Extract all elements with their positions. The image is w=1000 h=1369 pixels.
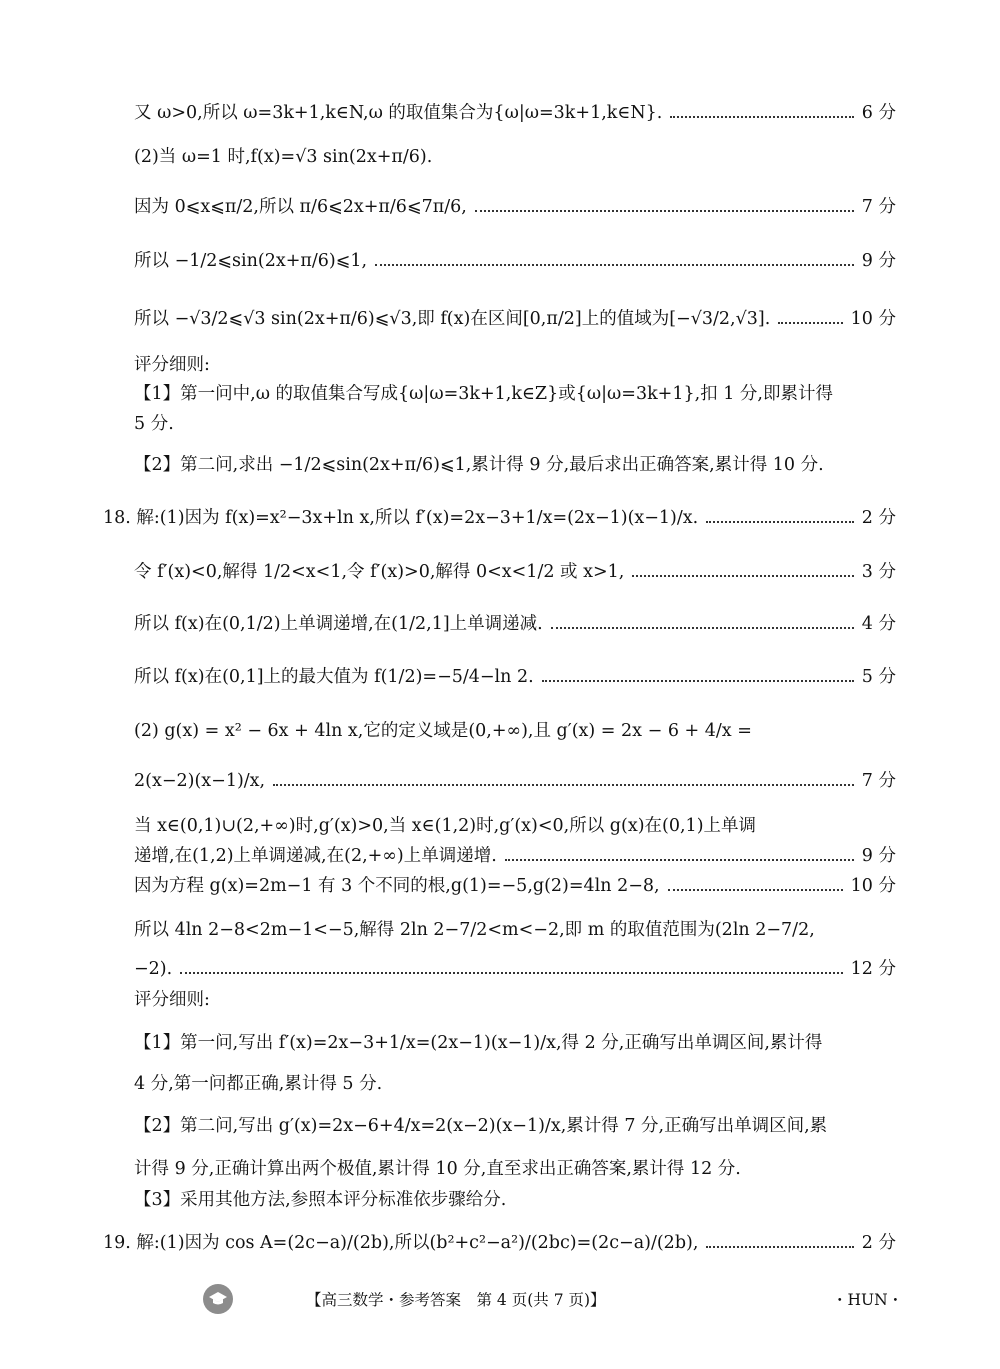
grading-heading	[134, 355, 210, 376]
dot-leader	[180, 972, 842, 974]
page-footer	[0, 1282, 1000, 1312]
line-16	[134, 816, 756, 837]
line-18	[134, 876, 896, 897]
score-label: 6 分	[861, 103, 896, 123]
line-27	[103, 1233, 896, 1254]
line-26	[134, 1190, 506, 1211]
dot-leader	[551, 627, 854, 629]
score-label: 9 分	[861, 846, 896, 866]
grading-heading-2	[134, 990, 210, 1011]
line-text: 所以 −√3/2⩽√3 sin(2x+π/6)⩽√3,即 f(x)在区间[0,π/2]上的值域为[−√3/2,√3].	[134, 309, 771, 329]
line-1	[134, 103, 896, 124]
line-23	[134, 1074, 382, 1095]
score-label: 4 分	[861, 614, 896, 634]
line-22	[134, 1033, 822, 1054]
line-text: 令 f′(x)<0,解得 1/2<x<1,令 f′(x)>0,解得 0<x<1/2 或 x>1,	[134, 562, 625, 582]
line-24	[134, 1116, 827, 1137]
line-text: 2(x−2)(x−1)/x,	[134, 771, 266, 791]
dot-leader	[273, 784, 854, 786]
line-text: 【1】第一问,写出 f′(x)=2x−3+1/x=(2x−1)(x−1)/x,得 2 分,正确写出单调区间,累计得	[134, 1033, 823, 1053]
line-text: 评分细则:	[134, 990, 210, 1010]
line-text: 因为方程 g(x)=2m−1 有 3 个不同的根,g(1)=−5,g(2)=4ln 2−8,	[134, 876, 660, 896]
line-text: 当 x∈(0,1)∪(2,+∞)时,g′(x)>0,当 x∈(1,2)时,g′(x)<0,所以 g(x)在(0,1)上单调	[134, 816, 757, 836]
line-text: (2) g(x) = x² − 6x + 4ln x,它的定义域是(0,+∞),且 g′(x) = 2x − 6 + 4/x =	[134, 721, 752, 741]
line-11	[134, 562, 896, 583]
footer-code: ・HUN・	[832, 1291, 904, 1309]
line-8	[134, 414, 174, 435]
line-text: 19. 解:(1)因为 cos A=(2c−a)/(2b),所以(b²+c²−a²)/(2bc)=(2c−a)/(2b),	[103, 1233, 699, 1253]
line-text: 【1】第一问中,ω 的取值集合写成{ω|ω=3k+1,k∈Z}或{ω|ω=3k+1},扣 1 分,即累计得	[134, 384, 833, 404]
line-text: (2)当 ω=1 时,f(x)=√3 sin(2x+π/6).	[134, 147, 433, 167]
dot-leader	[505, 859, 854, 861]
graduation-cap-icon	[203, 1284, 233, 1314]
score-label: 3 分	[861, 562, 896, 582]
dot-leader	[668, 889, 843, 891]
line-text: 评分细则:	[134, 355, 210, 375]
line-17	[134, 846, 896, 867]
line-4	[134, 251, 896, 272]
score-label: 12 分	[850, 959, 896, 979]
dot-leader	[670, 116, 853, 118]
score-label: 9 分	[861, 251, 896, 271]
line-10	[103, 508, 896, 529]
line-15	[134, 771, 896, 792]
line-19	[134, 920, 815, 941]
line-7	[134, 384, 833, 405]
line-13	[134, 667, 896, 688]
dot-leader	[542, 680, 854, 682]
dot-leader	[475, 210, 854, 212]
dot-leader	[778, 322, 842, 324]
line-text: 【3】采用其他方法,参照本评分标准依步骤给分.	[134, 1190, 507, 1210]
line-text: −2).	[134, 959, 173, 979]
line-text: 所以 4ln 2−8<2m−1<−5,解得 2ln 2−7/2<m<−2,即 m 的取值范围为(2ln 2−7/2,	[134, 920, 815, 940]
dot-leader	[706, 521, 854, 523]
score-label: 7 分	[861, 197, 896, 217]
line-text: 所以 −1/2⩽sin(2x+π/6)⩽1,	[134, 251, 368, 271]
line-text: 【2】第二问,求出 −1/2⩽sin(2x+π/6)⩽1,累计得 9 分,最后求出正确答案,累计得 10 分.	[134, 455, 824, 475]
line-text: 因为 0⩽x⩽π/2,所以 π/6⩽2x+π/6⩽7π/6,	[134, 197, 467, 217]
line-5	[134, 309, 896, 330]
line-3	[134, 197, 896, 218]
footer-title: 【高三数学・参考答案 第 4 页(共 7 页)】	[306, 1291, 606, 1309]
line-14	[134, 721, 752, 742]
score-label: 2 分	[861, 508, 896, 528]
line-2	[134, 147, 432, 168]
line-9	[134, 455, 824, 476]
score-label: 10 分	[850, 876, 896, 896]
dot-leader	[375, 264, 854, 266]
line-text: 18. 解:(1)因为 f(x)=x²−3x+ln x,所以 f′(x)=2x−3+1/x=(2x−1)(x−1)/x.	[103, 508, 699, 528]
line-12	[134, 614, 896, 635]
dot-leader	[706, 1246, 853, 1248]
score-label: 5 分	[861, 667, 896, 687]
line-25	[134, 1159, 741, 1180]
graduation-cap-glyph	[208, 1291, 228, 1307]
score-label: 10 分	[850, 309, 896, 329]
line-text: 4 分,第一问都正确,累计得 5 分.	[134, 1074, 383, 1094]
line-20	[134, 959, 896, 980]
line-text: 所以 f(x)在(0,1/2)上单调递增,在(1/2,1]上单调递减.	[134, 614, 543, 634]
line-text: 所以 f(x)在(0,1]上的最大值为 f(1/2)=−5/4−ln 2.	[134, 667, 534, 687]
score-label: 7 分	[861, 771, 896, 791]
line-text: 5 分.	[134, 414, 174, 434]
score-label: 2 分	[861, 1233, 896, 1253]
line-text: 计得 9 分,正确计算出两个极值,累计得 10 分,直至求出正确答案,累计得 12 分.	[134, 1159, 741, 1179]
line-text: 递增,在(1,2)上单调递减,在(2,+∞)上单调递增.	[134, 846, 497, 866]
dot-leader	[632, 575, 853, 577]
line-text: 又 ω>0,所以 ω=3k+1,k∈N,ω 的取值集合为{ω|ω=3k+1,k∈N}.	[134, 103, 663, 123]
line-text: 【2】第二问,写出 g′(x)=2x−6+4/x=2(x−2)(x−1)/x,累计得 7 分,正确写出单调区间,累	[134, 1116, 828, 1136]
